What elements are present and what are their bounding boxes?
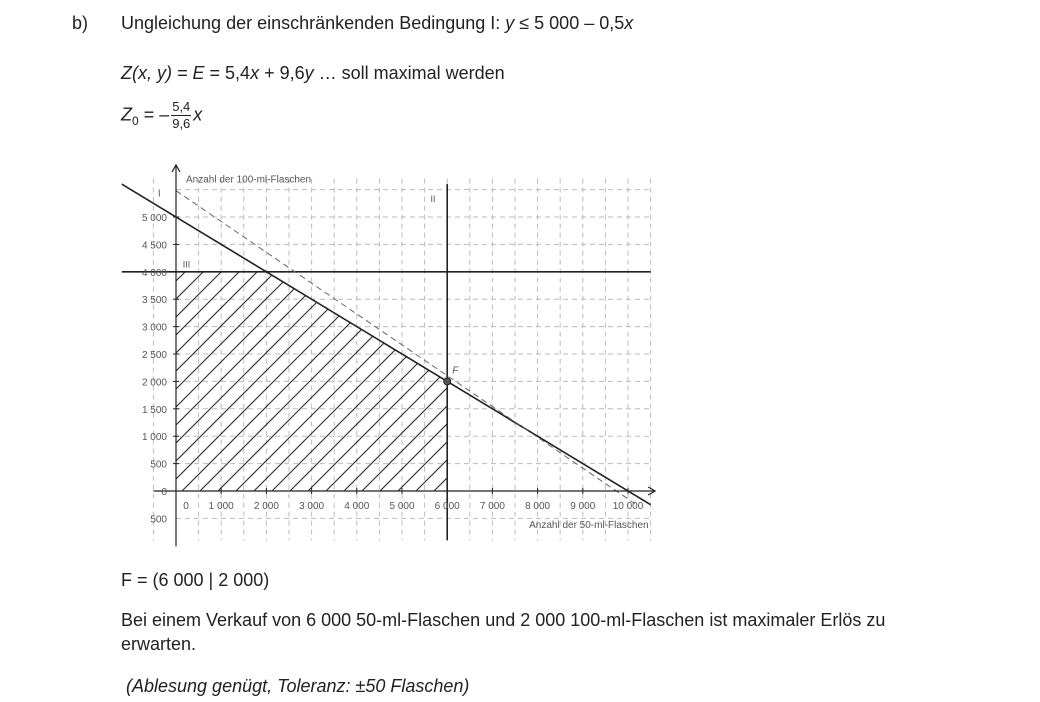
hatch-line [812,171,1040,491]
constraint-lines [122,184,651,540]
hatch-line [614,171,934,491]
objective-rhs: = 5,4 [204,63,251,83]
hatch-line [578,171,898,491]
hatch-line [344,171,664,491]
y-tick-label: 3 000 [141,322,167,334]
optimum-point-label: F [452,365,459,377]
hatch-line [236,171,556,491]
y-tick-label: 2 000 [141,377,167,389]
hatch-line [848,171,1040,491]
line-label-ii: II [430,193,436,204]
series-line-i [122,184,651,505]
hatch-line [452,171,772,491]
hatch-line [0,171,232,491]
hatch-line [902,171,1040,491]
y-tick-label: 1 000 [141,432,167,444]
y-tick-label: 4 000 [141,267,167,279]
constraint-text: Ungleichung der einschränkenden Bedingung I: [121,13,506,33]
hatch-line [686,171,1006,491]
x-tick-label: 7 000 [479,501,505,512]
hatch-line [920,171,1040,491]
var-x: x [193,104,203,125]
hatch-line [542,171,862,491]
hatch-line [56,171,376,491]
hatch-line [488,171,808,491]
line-label-i: I [157,188,161,200]
hatch-line [272,171,592,491]
y-tick-label: 0 [161,487,167,498]
y-tick-label: 500 [150,459,167,471]
hatch-line [794,171,1040,491]
x-tick-label: 8 000 [525,501,551,512]
y-tick-label: 2 500 [141,350,167,361]
z0-sub: 0 [132,113,139,128]
x-axis-label: Anzahl der 50-ml-Flaschen [529,519,649,531]
tolerance-note: (Ablesung genügt, Toleranz: ±50 Flaschen) [126,676,470,696]
var-x: x [250,63,260,83]
conclusion-line-1: Bei einem Verkauf von 6 000 50-ml-Flaschen und 2 000 100-ml-Flaschen ist maximaler Erlös zu [121,610,886,630]
hatch-line [776,171,1040,491]
hatch-line [254,171,574,491]
z0-eq: = – [138,104,170,125]
hatch-line [0,171,268,491]
hatch-line [380,171,700,491]
grid [153,179,650,541]
objective-mid: + 9,6 [259,63,305,83]
part-label: b) [72,13,89,33]
hatch-line [164,171,484,491]
var-y: y [505,13,515,33]
var-y: y [304,63,314,83]
x-tick-label: 5 000 [389,501,415,512]
objective-tail: … soll maximal werden [313,63,505,83]
series-line-z0 [176,191,635,504]
hatch-line [398,171,718,491]
objective-lhs: Z(x, y) = E [121,63,205,83]
hatch-line [596,171,916,491]
answer-point-text: F = (6 000 | 2 000) [121,570,270,590]
hatch-line [74,171,394,491]
hatch-line [740,171,1040,491]
line-label-iii: III [182,259,191,270]
x-tick-label: 1 000 [208,501,234,512]
hatch-line [866,171,1040,491]
hatch-line [416,171,736,491]
hatch-line [668,171,988,491]
hatch-line [830,171,1040,491]
optimum-point [444,378,451,385]
chart-labels [142,175,649,531]
constraint-rel: ≤ 5 000 – 0,5 [514,13,625,33]
x-tick-label: 4 000 [344,501,370,512]
hatch-line [434,171,754,491]
x-tick-label: 10 000 [612,501,644,512]
z0-num: 5,4 [172,99,191,114]
var-x: x [624,13,634,33]
hatch-line [704,171,1024,491]
y-tick-label: 1 500 [141,404,167,416]
y-tick-label-negative: 500 [150,514,167,526]
y-tick-label: 5 000 [141,213,167,224]
hatch-line [200,171,520,491]
hatch-line [290,171,610,491]
x-tick-label: 3 000 [299,501,325,512]
z0-den: 9,6 [172,116,191,131]
x-tick-label: 9 000 [570,501,596,512]
hatch-line [38,171,358,491]
answer-point [121,569,269,591]
y-tick-label: 3 500 [141,295,167,307]
hatch-line [560,171,880,491]
hatch-line [956,171,1040,491]
hatch-line [938,171,1040,491]
hatch-line [470,171,790,491]
z0-lhs: Z [121,104,132,125]
hatch-line [308,171,628,491]
hatch-line [758,171,1040,491]
x-tick-label: 2 000 [253,501,279,512]
hatch-line [506,171,826,491]
hatch-line [884,171,1040,491]
y-axis-label: Anzahl der 100-ml-Flaschen [186,174,312,186]
hatch-line [632,171,952,491]
x-tick-label: 6 000 [434,501,460,512]
conclusion-line-2: erwarten. [121,634,197,654]
hatch-line [524,171,844,491]
hatch-line [326,171,646,491]
hatch-line [974,171,1040,491]
x-tick-label: 0 [183,501,189,512]
y-tick-label: 4 500 [141,240,167,252]
hatch-line [362,171,682,491]
hatch-line [0,171,214,491]
hatch-line [182,171,502,491]
hatch-line [722,171,1040,491]
hatch-line [146,171,466,491]
hatch-line [650,171,970,491]
